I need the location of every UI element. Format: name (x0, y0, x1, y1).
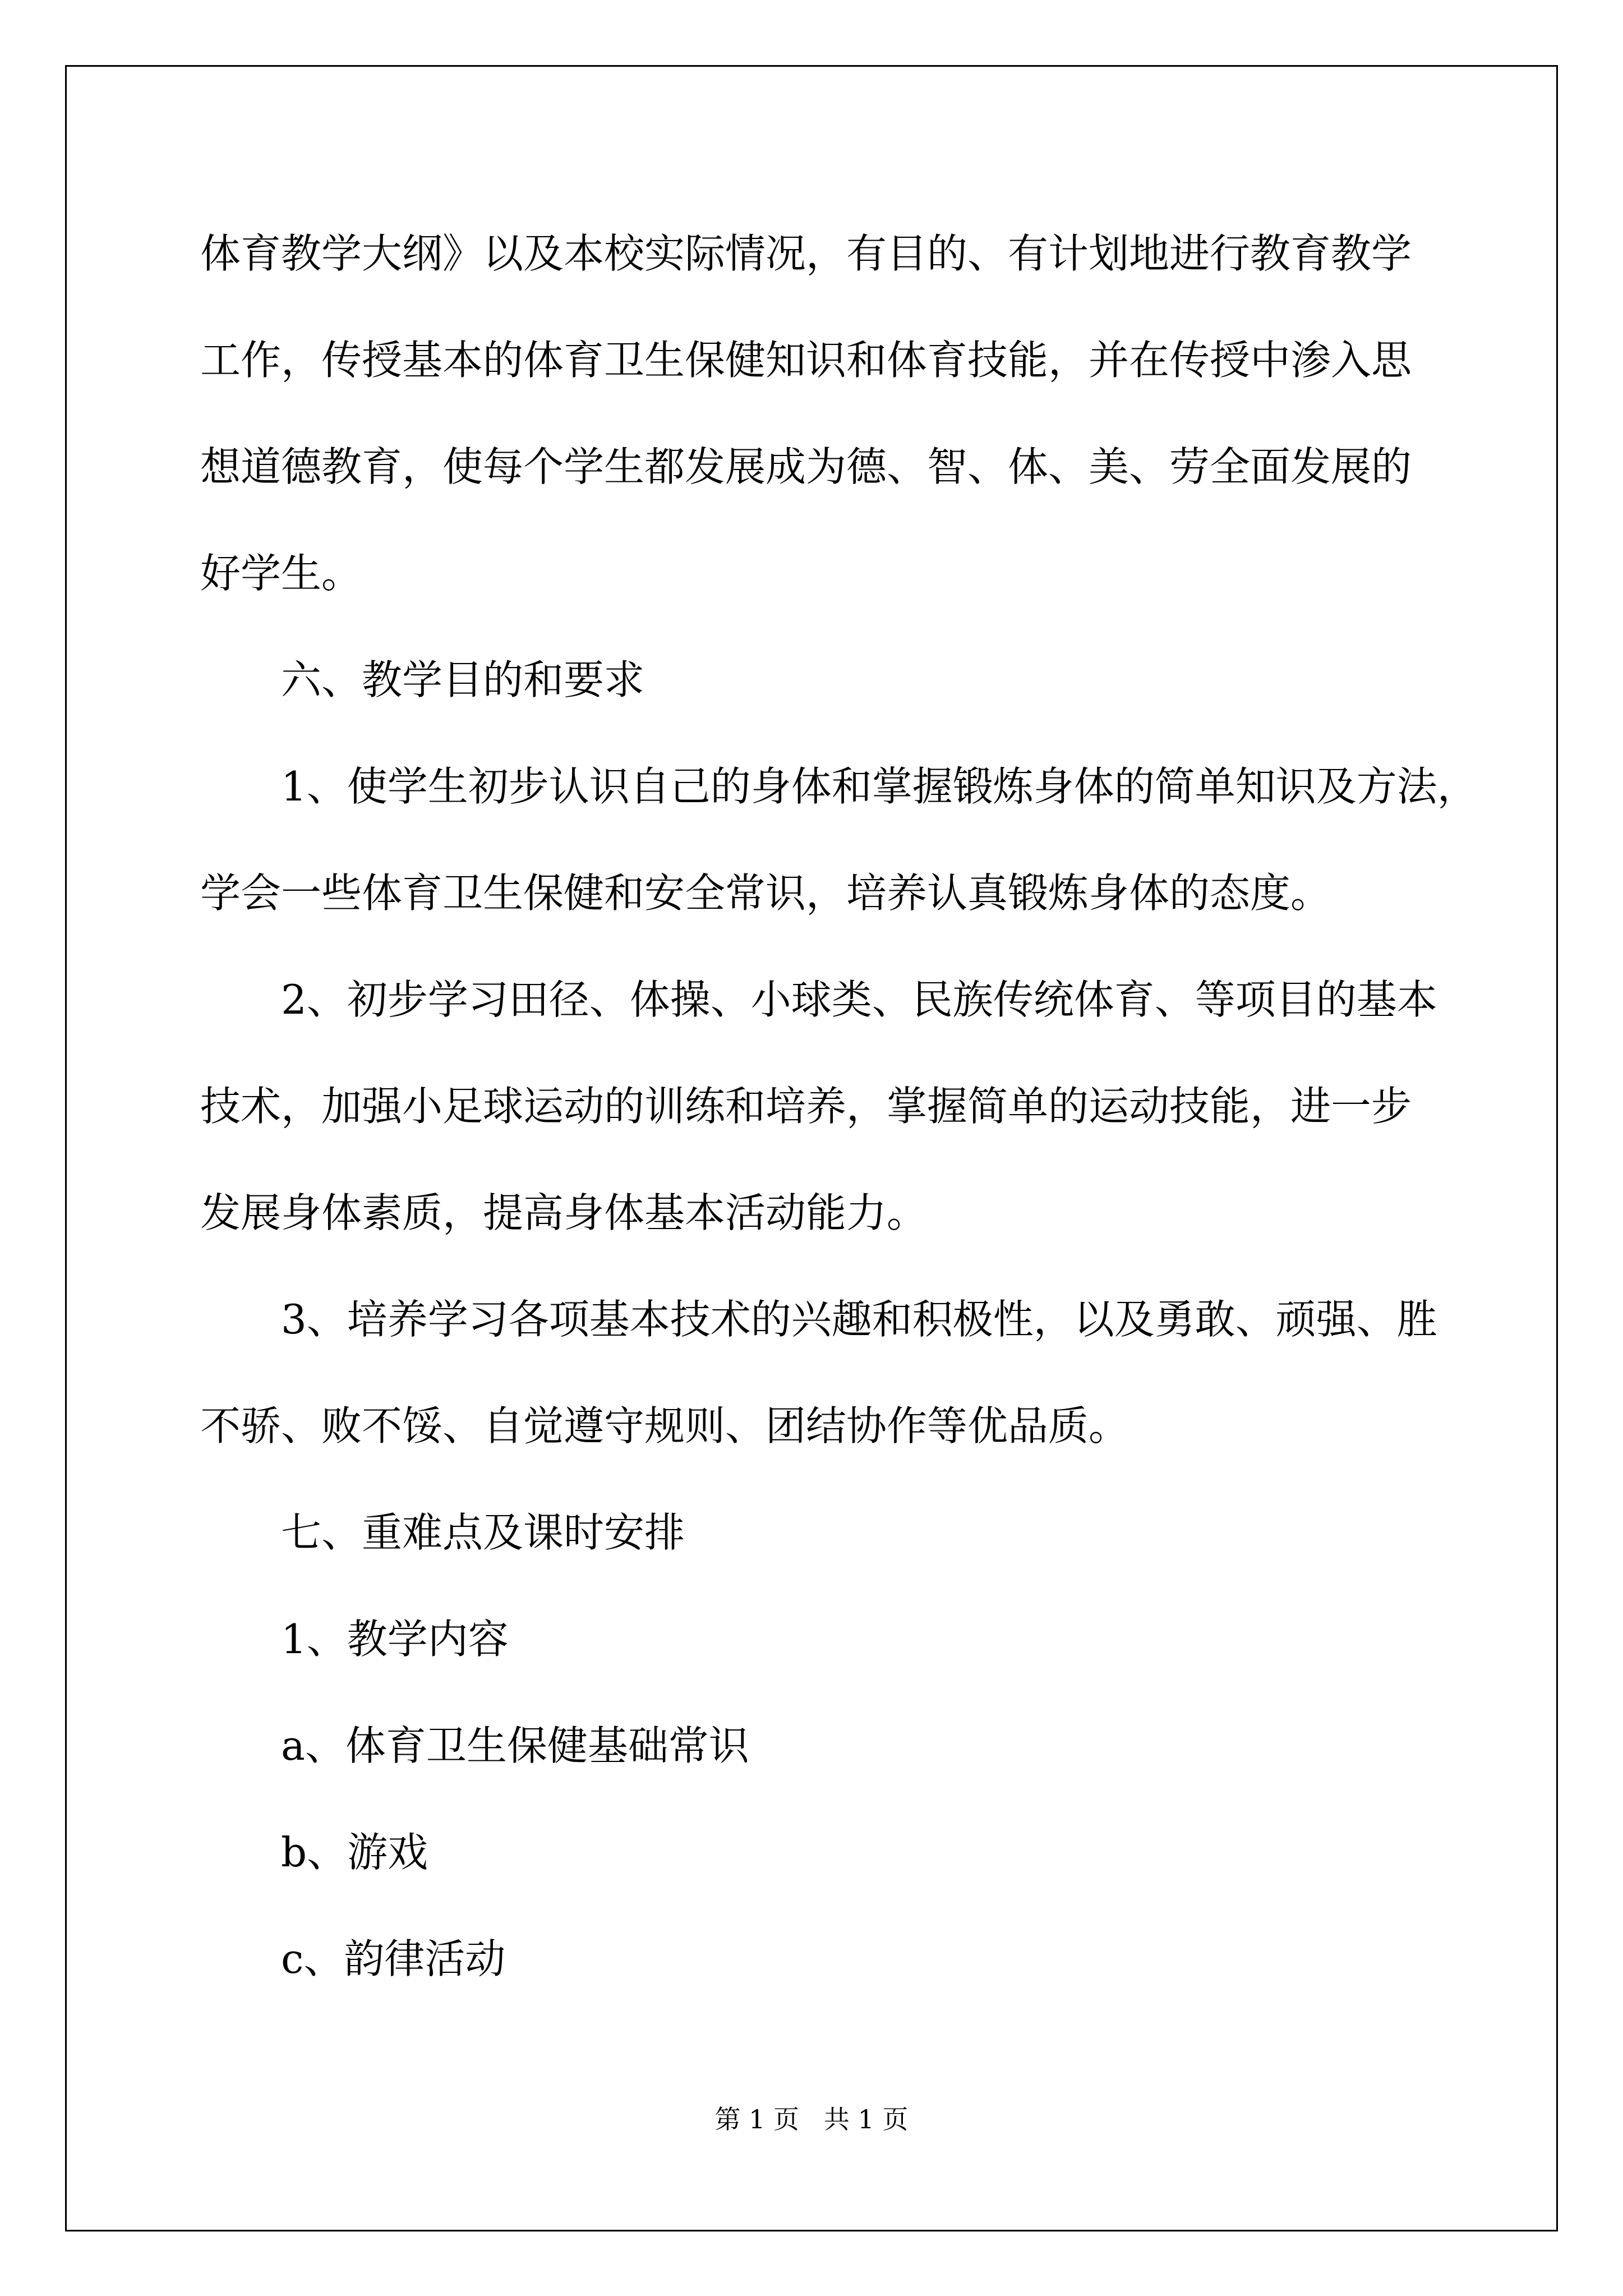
text-line-7: 学会一些体育卫生保健和安全常识，培养认真锻炼身体的态度。 (200, 869, 1331, 917)
list-item-c: c、韵律活动 (281, 1935, 506, 1982)
page-number-footer: 第 1 页 共 1 页 (714, 2104, 909, 2134)
text-line-1: 体育教学大纲》以及本校实际情况，有目的、有计划地进行教育教学 (200, 230, 1412, 277)
text-line-11: 3、培养学习各项基本技术的兴趣和积极性，以及勇敢、顽强、胜 (281, 1296, 1437, 1343)
text-line-3: 想道德教育，使每个学生都发展成为德、智、体、美、劳全面发展的 (200, 443, 1412, 490)
text-line-2: 工作，传授基本的体育卫生保健知识和体育技能，并在传授中渗入思 (200, 337, 1412, 384)
document-body (200, 200, 1478, 2012)
list-item-b: b、游戏 (281, 1829, 428, 1876)
subheading-teaching-content: 1、教学内容 (281, 1616, 509, 1663)
text-line-9: 技术，加强小足球运动的训练和培养，掌握简单的运动技能，进一步 (200, 1083, 1412, 1130)
list-item-a: a、体育卫生保健基础常识 (281, 1722, 749, 1769)
text-line-8: 2、初步学习田径、体操、小球类、民族传统体育、等项目的基本 (281, 976, 1437, 1023)
text-line-4: 好学生。 (200, 550, 362, 597)
section-heading-6: 六、教学目的和要求 (281, 656, 645, 703)
text-line-10: 发展身体素质，提高身体基本活动能力。 (200, 1189, 928, 1236)
text-line-12: 不骄、败不馁、自觉遵守规则、团结协作等优品质。 (200, 1402, 1129, 1450)
text-line-6: 1、使学生初步认识自己的身体和掌握锻炼身体的简单知识及方法， (281, 763, 1478, 810)
section-heading-7: 七、重难点及课时安排 (281, 1509, 685, 1556)
